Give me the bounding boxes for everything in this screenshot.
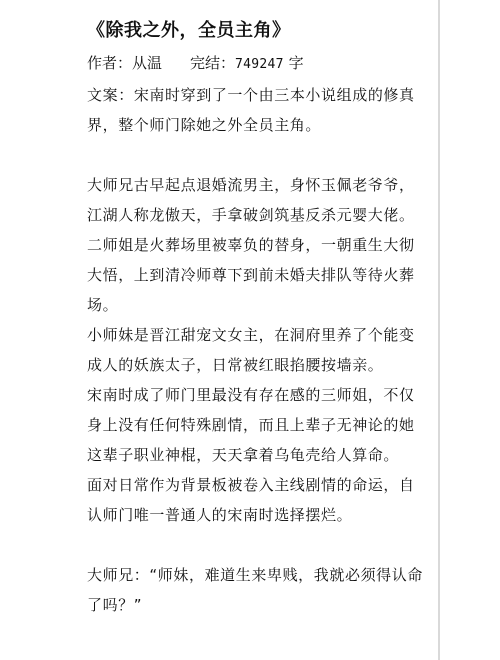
scrollbar-track[interactable] [438,0,440,660]
author-label: 作者： [87,54,133,72]
paragraph: 小师妹是晋江甜宠文女主，在洞府里养了个能变成人的妖族太子，日常被红眼掐腰按墙亲。 [87,326,415,374]
paragraph-spacer [87,530,425,560]
paragraph: 大师兄古早起点退婚流男主，身怀玉佩老爷爷，江湖人称龙傲天，手拿破剑筑基反杀元婴大佬。 [87,176,415,224]
synopsis [87,80,425,140]
book-intro [87,14,425,620]
status-label: 完结： [190,54,236,72]
synopsis-label: 文案： [87,86,134,104]
word-count: 749247 [235,57,284,72]
paragraph: 面对日常作为背景板被卷入主线剧情的命运，自认师门唯一普通人的宋南时选择摆烂。 [87,476,415,524]
book-title: 《除我之外，全员主角》 [87,20,291,41]
word-unit: 字 [288,54,304,72]
dialogue-line: “师妹，难道生来卑贱，我就必须得认命了吗？” [87,566,423,614]
book-meta [87,48,425,80]
paragraph: 宋南时成了师门里最没有存在感的三师姐，不仅身上没有任何特殊剧情，而且上辈子无神论的她这辈子职业神棍，天天拿着乌龟壳给人算命。 [87,386,415,464]
author-name: 从温 [132,54,163,72]
dialogue [87,560,425,620]
paragraph-spacer [87,140,425,170]
paragraph: 二师姐是火葬场里被辜负的替身，一朝重生大彻大悟，上到清冷师尊下到前未婚夫排队等待火葬场。 [87,236,415,314]
synopsis-text: 宋南时穿到了一个由三本小说组成的修真界，整个师门除她之外全员主角。 [87,86,415,134]
dialogue-speaker: 大师兄： [87,566,150,584]
